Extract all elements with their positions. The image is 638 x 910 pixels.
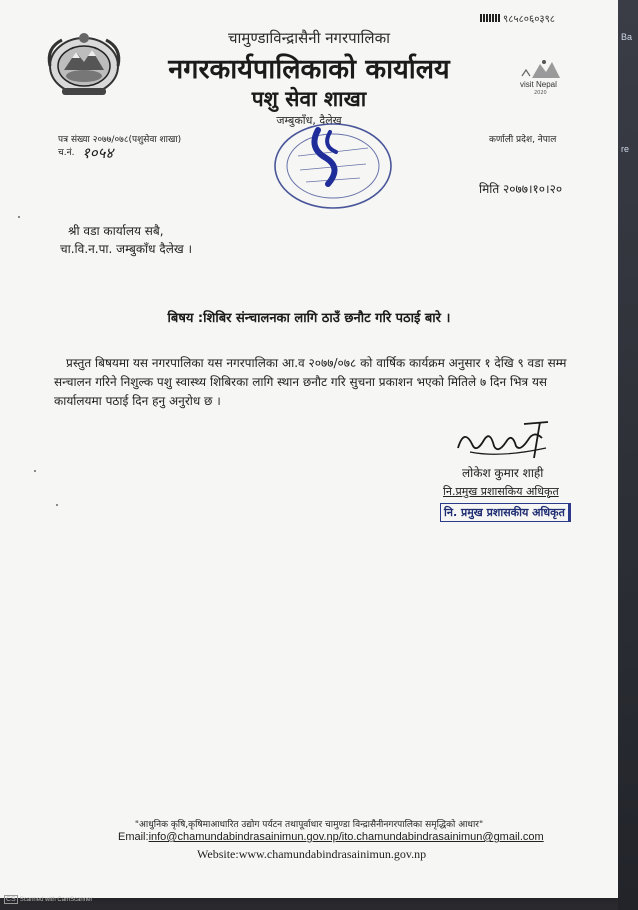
dispatch-label: च.नं. [58, 148, 75, 158]
scanner-watermark [4, 895, 92, 904]
office-name: नगरकार्यपालिकाको कार्यालय [168, 54, 450, 85]
letter-number: पत्र संख्या २०७७/०७८(पशुसेवा शाखा) [58, 135, 182, 145]
municipality-name: चामुण्डाविन्द्रासैनी नगरपालिका [227, 29, 390, 47]
visit-nepal-text: visit Nepal [520, 80, 557, 89]
handwritten-signature [450, 418, 560, 468]
footer-email [118, 831, 544, 843]
camscanner-logo-icon: CS [6, 896, 16, 903]
dispatch-number: १०५४ [82, 144, 114, 162]
signatory-title-stamp: नि. प्रमुख प्रशासकीय अधिकृत [440, 503, 571, 522]
branch-name: पशु सेवा शाखा [251, 87, 367, 111]
footer-motto: "आधुनिक कृषि,कृषिमाआधारित उद्योग पर्यटन तथापूर्वाधार चामुण्डा विन्द्रासैनीनगरपालिका समृद्धिको आधार" [134, 820, 484, 830]
scan-speck [34, 470, 36, 472]
signatory-title: नि.प्रमुख प्रशासकिय अधिकृत [443, 485, 559, 498]
background-label-top: Ba [621, 32, 633, 42]
scan-speck [56, 504, 58, 506]
reference-number: ९८५८०६०३९८ [503, 14, 555, 25]
recipient-line-1: श्री वडा कार्यालय सबै, [68, 224, 164, 238]
background-window-edge [618, 0, 638, 910]
email-link[interactable]: info@chamundabindrasainimun.gov.np/ito.chamundabindrasainimun@gmail.com [148, 831, 544, 843]
visit-nepal-year: 2020 [534, 90, 547, 96]
scanner-text: Scanned with CamScanner [19, 897, 93, 903]
body-paragraph [54, 354, 574, 411]
letter-date: मिति २०७७।१०।२० [479, 182, 563, 196]
scan-speck [18, 216, 20, 218]
subject-line: बिषय :शिबिर संन्चालनका लागि ठाउँ छनौट गरि पठाई बारे । [167, 311, 451, 326]
body-text: प्रस्तुत बिषयमा यस नगरपालिका यस नगरपालिका आ.व २०७७/०७८ को वार्षिक कार्यक्रम अनुसार १ देखि ९ वडा सम्म सन्चालन गरिने निशुल्क पशु स्वास्थ्य शिबिरका लागि स्थान छनौट गरि सुचना प्रकाशन भएको मितिले ७ दिन भित्र यस कार्यालयमा पठाई दिन हनु अनुरोध छ । [54, 356, 567, 408]
email-label: Email: [118, 831, 149, 843]
barcode-icon [480, 14, 500, 22]
background-label-mid: re [621, 144, 630, 154]
footer-website[interactable]: Website:www.chamundabindrasainimun.gov.np [197, 847, 427, 861]
recipient-line-2: चा.वि.न.पा. जम्बुकाँध दैलेख । [60, 242, 193, 256]
province-text: कर्णाली प्रदेश, नेपाल [489, 135, 557, 145]
office-stamp-icon [268, 118, 398, 214]
signatory-name: लोकेश कुमार शाही [462, 466, 544, 480]
office-location: जम्बुकाँध, दैलेख [276, 114, 342, 127]
